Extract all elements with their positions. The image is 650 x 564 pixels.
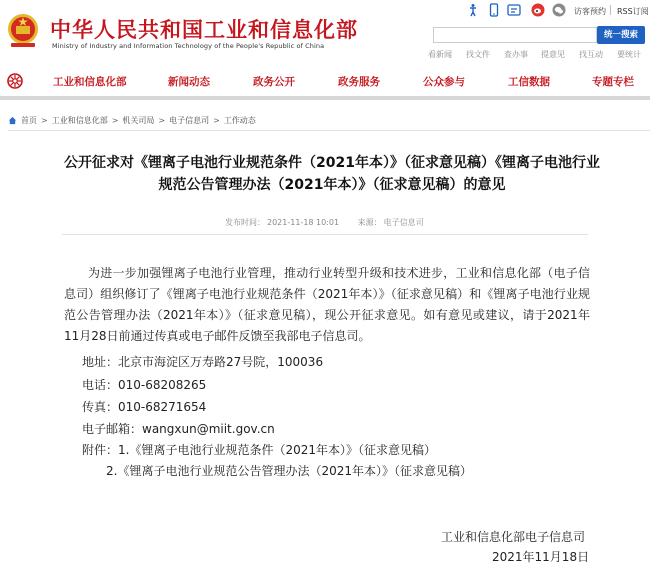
app-grid-icon[interactable] xyxy=(507,3,521,17)
contact-fax: 传真：010-68271654 xyxy=(82,400,207,414)
breadcrumb xyxy=(8,114,256,126)
national-emblem-icon[interactable] xyxy=(6,10,40,50)
breadcrumb-separator: > xyxy=(158,115,166,125)
article-title: 公开征求对《锂离子电池行业规范条件（2021年本）》（征求意见稿）《锂离子电池行业规范公告管理办法（2021年本）》（征求意见稿）的意见 xyxy=(64,155,600,193)
breadcrumb-work-updates[interactable]: 工作动态 xyxy=(223,115,256,125)
search-input[interactable] xyxy=(433,27,597,43)
quick-link-news[interactable]: 看新闻 xyxy=(428,50,452,59)
nav-item-government-affairs[interactable]: 政务公开 xyxy=(253,76,295,88)
quick-link-services[interactable]: 查办事 xyxy=(504,50,528,59)
breadcrumb-separator: > xyxy=(213,115,220,125)
source-label: 来源： xyxy=(357,218,382,227)
contact-email: 电子邮箱：wangxun@miit.gov.cn xyxy=(82,422,275,436)
breadcrumb-ministry[interactable]: 工业和信息化部 xyxy=(51,115,108,125)
breadcrumb-electronics-dept[interactable]: 电子信息司 xyxy=(169,115,210,125)
nav-item-news[interactable]: 新闻动态 xyxy=(168,76,210,88)
nav-item-public-participation[interactable]: 公众参与 xyxy=(423,76,465,88)
search-button[interactable]: 统一搜索 xyxy=(597,26,645,44)
attachment-1-link[interactable]: 附件：1.《锂离子电池行业规范条件（2021年本）》（征求意见稿） xyxy=(82,443,436,457)
main-nav xyxy=(0,68,650,94)
quick-link-interaction[interactable]: 找互动 xyxy=(579,50,603,59)
meta-divider xyxy=(62,234,588,235)
signature-date: 2021年11月18日 xyxy=(492,550,590,564)
quick-link-feedback[interactable]: 提意见 xyxy=(541,50,565,59)
breadcrumb-home[interactable]: 首页 xyxy=(21,115,37,125)
breadcrumb-divider xyxy=(8,130,650,131)
contact-phone: 电话：010-68208265 xyxy=(82,378,207,392)
signature-org: 工业和信息化部电子信息司 xyxy=(441,530,586,544)
accessibility-icon[interactable] xyxy=(466,3,480,17)
nav-item-ministry[interactable]: 工业和信息化部 xyxy=(53,76,127,88)
nav-item-data[interactable]: 工信数据 xyxy=(508,76,550,88)
ministry-logo-icon[interactable] xyxy=(7,73,23,89)
published-label: 发布时间： xyxy=(225,218,265,227)
site-subtitle: Ministry of Industry and Information Technology of the People's Republic of China xyxy=(52,42,325,50)
contact-address: 地址：北京市海淀区万寿路27号院，100036 xyxy=(82,355,324,369)
nav-item-special-topics[interactable]: 专题专栏 xyxy=(592,76,634,88)
nav-item-government-services[interactable]: 政务服务 xyxy=(338,76,380,88)
home-icon xyxy=(8,116,17,125)
site-title[interactable]: 中华人民共和国工业和信息化部 xyxy=(50,18,358,42)
site-header xyxy=(0,0,650,66)
attachment-2-link[interactable]: 2.《锂离子电池行业规范公告管理办法（2021年本）》（征求意见稿） xyxy=(106,464,472,478)
mobile-icon[interactable] xyxy=(487,3,501,17)
weibo-icon[interactable] xyxy=(531,3,545,17)
article-paragraph: 为进一步加强锂离子电池行业管理，推动行业转型升级和技术进步，工业和信息化部（电子信息司）组织修订了《锂离子电池行业规范条件（2021年本）》（征求意见稿）和《锂离子电池行业规范公告管理办法（2021年本）》（征求意见稿），现公开征求意见。如有意见或建议，请于2021年11月28日前通过传真或电子邮件反馈至我部电子信息司。 xyxy=(64,266,590,343)
wechat-icon[interactable] xyxy=(552,3,566,17)
quick-links xyxy=(428,49,650,61)
quick-link-statistics[interactable]: 要统计 xyxy=(617,50,641,59)
article-meta xyxy=(225,217,426,228)
published-time: 2021-11-18 10:01 xyxy=(267,218,340,227)
quick-link-files[interactable]: 找文件 xyxy=(466,50,490,59)
visitor-reservation-link[interactable]: 访客预约 xyxy=(574,7,606,16)
breadcrumb-separator: > xyxy=(41,115,48,125)
source-value: 电子信息司 xyxy=(383,218,424,227)
breadcrumb-departments[interactable]: 机关司局 xyxy=(122,115,155,125)
breadcrumb-separator: > xyxy=(111,115,119,125)
nav-divider xyxy=(0,96,650,100)
rss-link[interactable]: RSS订阅 xyxy=(617,7,649,16)
utility-divider xyxy=(610,5,611,15)
